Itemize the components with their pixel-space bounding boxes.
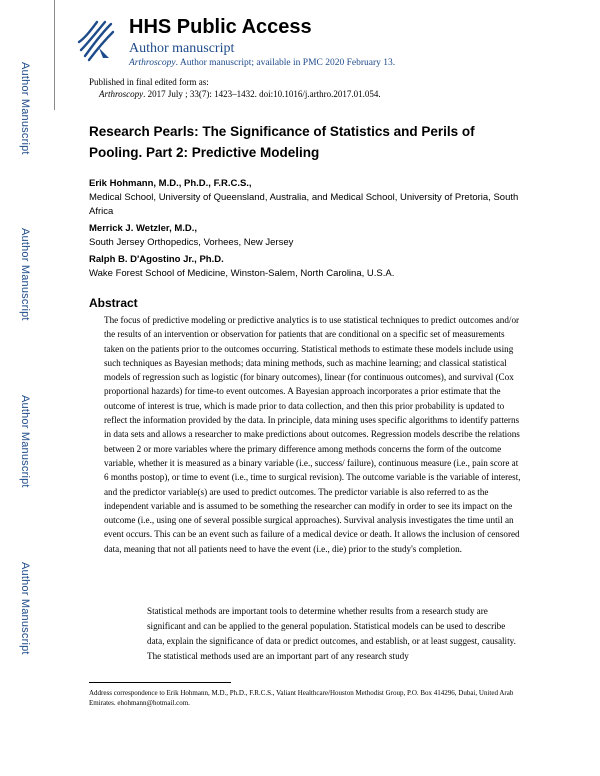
citation-journal: Arthroscopy bbox=[99, 89, 144, 99]
publication-info bbox=[89, 76, 381, 100]
author-name: Merrick J. Wetzler, M.D., bbox=[89, 223, 198, 234]
abstract-body bbox=[104, 313, 524, 556]
author-manuscript-side-label: Author Manuscript bbox=[19, 228, 31, 321]
hhs-public-access-title: HHS Public Access bbox=[129, 16, 312, 38]
author-manuscript-heading: Author manuscript bbox=[129, 41, 235, 56]
article-title: Research Pearls: The Significance of Statistics and Perils of Pooling. Part 2: Predictive Modeling bbox=[89, 124, 475, 160]
journal-name: Arthroscopy bbox=[129, 58, 176, 68]
author-name: Ralph B. D'Agostino Jr., Ph.D. bbox=[89, 254, 224, 265]
author-affiliation: Medical School, University of Queensland, Australia, and Medical School, University of Pretoria, South Africa bbox=[89, 192, 519, 217]
hhs-eagle-logo-icon bbox=[77, 18, 117, 64]
author-manuscript-side-label: Author Manuscript bbox=[19, 395, 31, 488]
body-paragraph: Statistical methods are important tools to determine whether results from a research study are significant and can be applied to the general population. Statistical models can be used to describe data, explain the significance of data or predict outcomes, and establish, or at least suggest, causality. The statistical methods used are an important part of any research study bbox=[147, 606, 516, 661]
body-text bbox=[147, 604, 519, 664]
published-label: Published in final edited form as: bbox=[89, 77, 209, 87]
author-block bbox=[89, 222, 529, 250]
author-block bbox=[89, 177, 529, 219]
citation-details: . 2017 July ; 33(7): 1423–1432. doi:10.1016/j.arthro.2017.01.054. bbox=[143, 89, 381, 99]
abstract-heading: Abstract bbox=[89, 296, 138, 310]
author-affiliation: Wake Forest School of Medicine, Winston-Salem, North Carolina, U.S.A. bbox=[89, 268, 395, 279]
availability-text: . Author manuscript; available in PMC 2020 February 13. bbox=[175, 58, 396, 68]
correspondence-footnote: Address correspondence to Erik Hohmann, M.D., Ph.D., F.R.C.S., Valiant Healthcare/Houston Methodist Group, P.O. Box 414296, Dubai, United Arab Emirates. ehohmann@hotmail.com. bbox=[89, 689, 514, 707]
author-block bbox=[89, 253, 529, 281]
availability-line bbox=[129, 58, 395, 68]
abstract-text: The focus of predictive modeling or predictive analytics is to use statistical techniques to predict outcomes and/or the results of an intervention or observation for patients that are conditional on a specific set of measurements taken on the patients prior to the outcomes occurring. Statistical methods to estimate these models include using such techniques as Bayesian methods; data mining methods, such as machine learning; and classical statistical models of regression such as logistic (for binary outcomes), linear (for continuous outcomes), and survival (Cox proportional hazards) for time-to event outcomes. A Bayesian approach incorporates a prior estimate that the outcome of interest is true, which is made prior to data collection, and then this prior probability is updated to reflect the information provided by the data. In principle, data mining uses specific algorithms to identify patterns in data sets and allows a researcher to make predictions about outcomes. Regression models describe the relations between 2 or more variables where the primary difference among methods concerns the form of the outcome variable, whether it is measured as a binary variable (i.e., success/ failure), continuous measure (i.e., pain score at 6 months postop), or time to event (i.e., time to surgical revision). The outcome variable is the variable of interest, and the predictor variable(s) are used to predict outcomes. The predictor variable is also referred to as the independent variable and is assumed to be something the researcher can modify in order to see its impact on the outcome (i.e., using one of several possible surgical approaches). Survival analysis investigates the time until an event occurs. This can be an event such as failure of a medical device or death. It allows the inclusion of censored data, meaning that not all patients need to have the event (i.e., die) prior to the study's completion. bbox=[104, 315, 521, 554]
citation bbox=[89, 88, 381, 100]
author-affiliation: South Jersey Orthopedics, Vorhees, New Jersey bbox=[89, 237, 294, 248]
author-manuscript-side-label: Author Manuscript bbox=[19, 562, 31, 655]
author-name: Erik Hohmann, M.D., Ph.D., F.R.C.S., bbox=[89, 178, 252, 189]
author-manuscript-side-label: Author Manuscript bbox=[19, 62, 31, 155]
header-divider bbox=[54, 0, 55, 110]
footnote-divider bbox=[89, 682, 231, 683]
